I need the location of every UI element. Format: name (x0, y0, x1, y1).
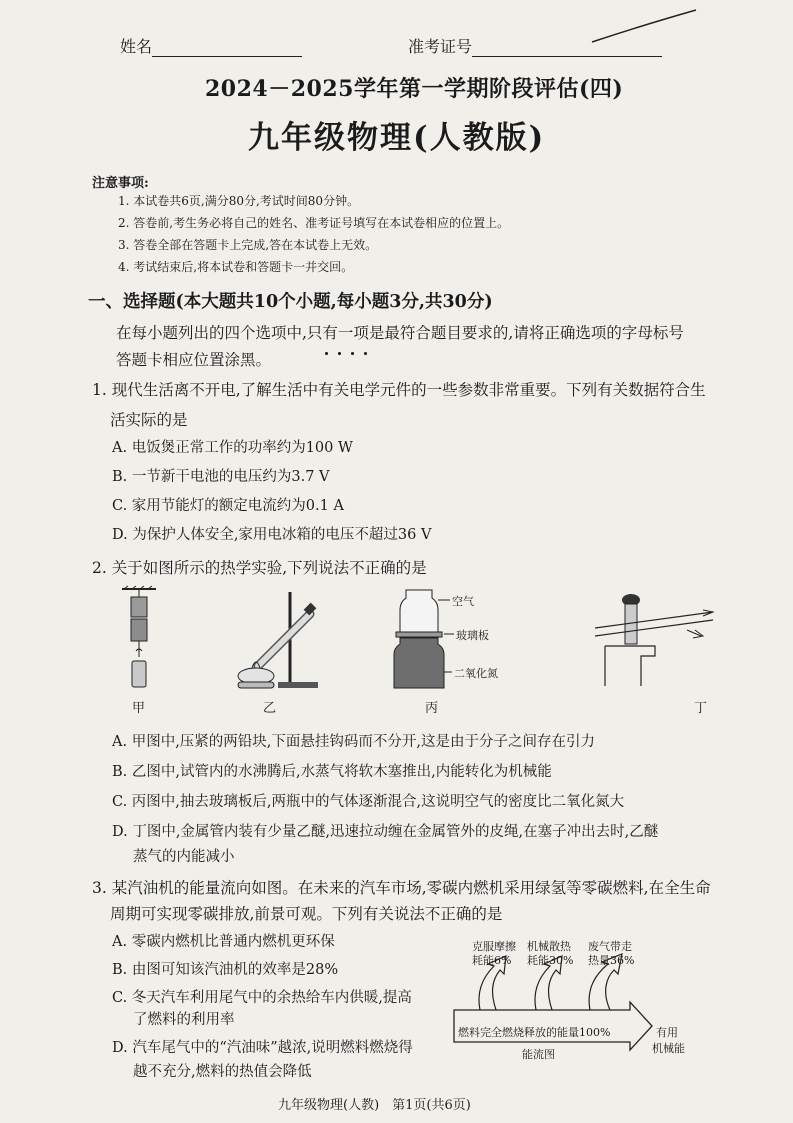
q2-option-b: B. 乙图中,试管内的水沸腾后,水蒸气将软木塞推出,内能转化为机械能 (112, 764, 552, 780)
q1-option-a: A. 电饭煲正常工作的功率约为100 W (112, 440, 353, 456)
q2-option-d-cont: 蒸气的内能减小 (133, 849, 235, 865)
q3-stem-line2: 周期可实现零碳排放,前景可观。下列有关说法不正确的是 (110, 905, 503, 923)
energy-input-label: 燃料完全燃烧释放的能量100% (458, 1026, 611, 1039)
name-field (120, 34, 302, 57)
useful-output-label: 有用 (656, 1026, 678, 1039)
section-heading: 一、选择题(本大题共10个小题,每小题3分,共30分) (88, 292, 493, 312)
label-glass-plate: 玻璃板 (456, 629, 489, 642)
q3-option-d: D. 汽车尾气中的“汽油味”越浓,说明燃料燃烧得 (112, 1040, 413, 1056)
notes-heading: 注意事项: (92, 176, 149, 191)
q3-option-d-cont: 越不充分,燃料的热值会降低 (133, 1064, 312, 1080)
page-footer: 九年级物理(人教) 第1页(共6页) (278, 1098, 471, 1113)
name-label: 姓名 (120, 37, 153, 56)
figure-label-bing: 丙 (425, 701, 439, 716)
loss-exhaust: 废气带走 (588, 940, 632, 953)
q3-option-b: B. 由图可知该汽油机的效率是28% (112, 962, 339, 978)
q2-option-a: A. 甲图中,压紧的两铅块,下面悬挂钩码而不分开,这是由于分子之间存在引力 (112, 734, 596, 750)
exam-subject-title: 九年级物理(人教版) (248, 120, 546, 156)
emphasis-dots (320, 340, 372, 359)
figure-label-ding: 丁 (694, 701, 708, 716)
loss-friction: 克服摩擦 (472, 940, 516, 953)
q1-option-b: B. 一节新干电池的电压约为3.7 V (112, 469, 330, 485)
q1-option-d: D. 为保护人体安全,家用电冰箱的电压不超过36 V (112, 527, 432, 543)
section-instructions-line2: 答题卡相应位置涂黑。 (116, 351, 272, 369)
loss-exhaust-pct: 热量36% (588, 954, 635, 967)
q3-option-a: A. 零碳内燃机比普通内燃机更环保 (112, 934, 335, 950)
label-air: 空气 (452, 595, 474, 608)
figure-yi-test-tube (228, 586, 328, 696)
diagram-caption: 能流图 (522, 1048, 555, 1061)
q1-option-c: C. 家用节能灯的额定电流约为0.1 A (112, 498, 344, 514)
note-item: 3. 答卷全部在答题卡上完成,答在本试卷上无效。 (118, 238, 378, 252)
q3-option-c-cont: 了燃料的利用率 (133, 1012, 235, 1028)
note-item: 4. 考试结束后,将本试卷和答题卡一并交回。 (118, 260, 354, 274)
figure-ding-metal-tube (595, 590, 715, 690)
figure-label-jia: 甲 (132, 701, 146, 716)
useful-output-label-2: 机械能 (652, 1042, 685, 1055)
note-item: 2. 答卷前,考生务必将自己的姓名、准考证号填写在本试卷相应的位置上。 (118, 216, 510, 230)
section-instructions-line1: 在每小题列出的四个选项中,只有一项是最符合题目要求的,请将正确选项的字母标号 (116, 324, 684, 342)
q2-stem: 2. 关于如图所示的热学实验,下列说法不正确的是 (92, 559, 427, 577)
loss-heat: 机械散热 (527, 940, 571, 953)
note-item: 1. 本试卷共6页,满分80分,考试时间80分钟。 (118, 194, 360, 208)
q3-stem-line1: 3. 某汽油机的能量流向如图。在未来的汽车市场,零碳内燃机采用绿氢等零碳燃料,在全生命 (92, 879, 711, 897)
figure-jia-lead-blocks (112, 585, 172, 695)
exam-title: 2024－2025学年第一学期阶段评估(四) (205, 76, 624, 102)
q1-stem-line2: 活实际的是 (110, 411, 188, 429)
loss-heat-pct: 耗能30% (527, 954, 574, 967)
q1-stem-line1: 1. 现代生活离不开电,了解生活中有关电学元件的一些参数非常重要。下列有关数据符合生 (92, 381, 706, 399)
exam-id-label: 准考证号 (408, 37, 473, 56)
figure-label-yi: 乙 (263, 701, 277, 716)
loss-friction-pct: 耗能6% (472, 954, 512, 967)
q2-option-c: C. 丙图中,抽去玻璃板后,两瓶中的气体逐渐混合,这说明空气的密度比二氧化氮大 (112, 794, 625, 810)
q3-option-c: C. 冬天汽车利用尾气中的余热给车内供暖,提高 (112, 990, 412, 1006)
label-no2: 二氧化氮 (454, 667, 498, 680)
pen-mark (590, 6, 700, 46)
q2-option-d: D. 丁图中,金属管内装有少量乙醚,迅速拉动缠在金属管外的皮绳,在塞子冲出去时,乙醚 (112, 824, 659, 840)
name-blank (152, 42, 302, 57)
